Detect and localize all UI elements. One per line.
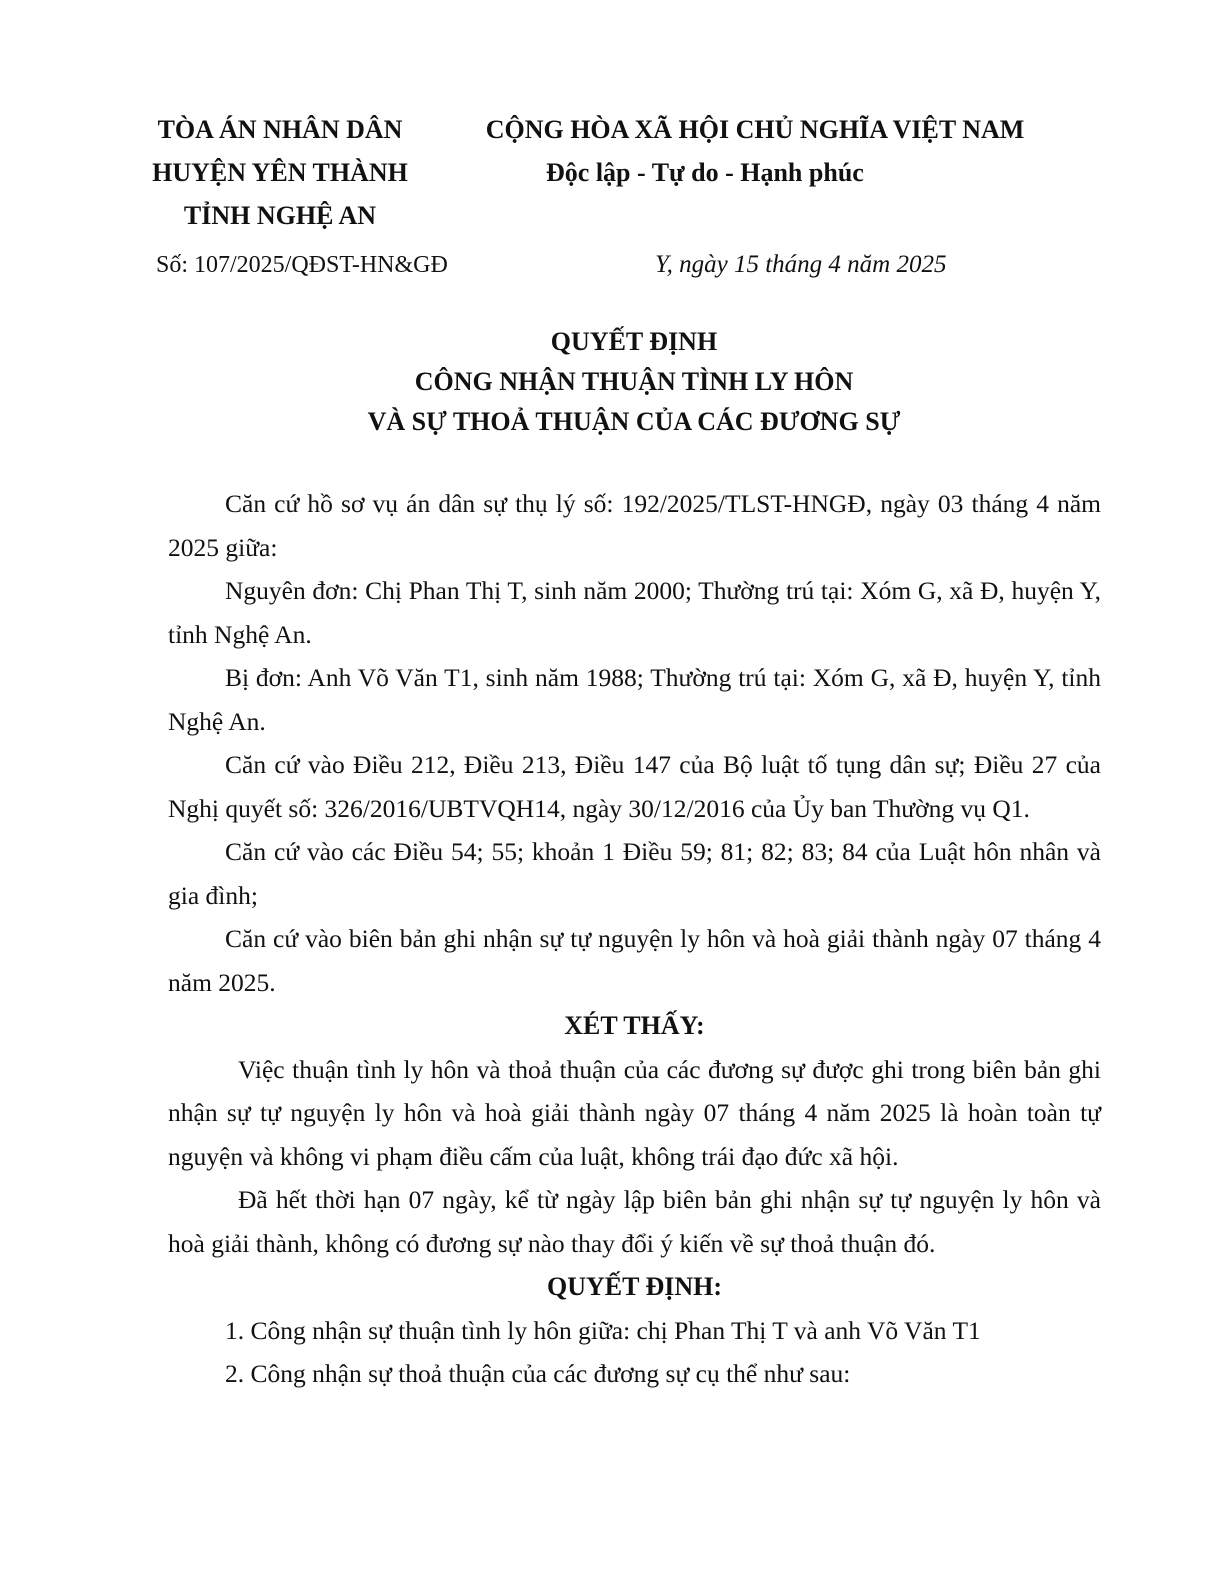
decision-date: Y, ngày 15 tháng 4 năm 2025 xyxy=(655,251,947,278)
paragraph-finding-voluntary: Việc thuận tình ly hôn và thoả thuận của các đương sự được ghi trong biên bản ghi nhận sự tự nguyện ly hôn và hoà giải thành ngày 07 tháng 4 năm 2025 là hoàn toàn tự nguyện và không vi phạm điều cấm của luật, không trái đạo đức xã hội. xyxy=(168,1054,1101,1171)
court-header xyxy=(120,108,440,237)
national-motto: Độc lập - Tự do - Hạnh phúc xyxy=(546,158,864,187)
document-body xyxy=(168,482,1101,1396)
paragraph-finding-deadline: Đã hết thời hạn 07 ngày, kể từ ngày lập biên bản ghi nhận sự tự nguyện ly hôn và hoà giải thành, không có đương sự nào thay đổi ý kiến về sự thoả thuận đó. xyxy=(168,1185,1101,1258)
decision-item-2: 2. Công nhận sự thoả thuận của các đương sự cụ thể như sau: xyxy=(225,1359,851,1388)
national-header xyxy=(440,108,1070,194)
paragraph-legal-basis: Căn cứ vào Điều 212, Điều 213, Điều 147 của Bộ luật tố tụng dân sự; Điều 27 của Nghị quyết số: 326/2016/UBTVQH14, ngày 30/12/2016 của Ủy ban Thường vụ Q1. xyxy=(168,750,1101,823)
court-name-line1: TÒA ÁN NHÂN DÂN xyxy=(157,115,403,144)
title-line3: VÀ SỰ THOẢ THUẬN CỦA CÁC ĐƯƠNG SỰ xyxy=(367,407,901,436)
heading-decision: QUYẾT ĐỊNH: xyxy=(546,1272,723,1301)
heading-findings: XÉT THẤY: xyxy=(564,1011,705,1040)
nation-name: CỘNG HÒA XÃ HỘI CHỦ NGHĨA VIỆT NAM xyxy=(485,115,1025,144)
paragraph-reconciliation-record: Căn cứ vào biên bản ghi nhận sự tự nguyện ly hôn và hoà giải thành ngày 07 tháng 4 năm 2025. xyxy=(168,924,1101,997)
paragraph-defendant: Bị đơn: Anh Võ Văn T1, sinh năm 1988; Thường trú tại: Xóm G, xã Đ, huyện Y, tỉnh Nghệ An. xyxy=(168,663,1101,736)
paragraph-family-law-basis: Căn cứ vào các Điều 54; 55; khoản 1 Điều 59; 81; 82; 83; 84 của Luật hôn nhân và gia đình; xyxy=(168,837,1101,910)
document-title xyxy=(120,322,1148,442)
court-name-line2: HUYỆN YÊN THÀNH xyxy=(152,158,408,187)
paragraph-plaintiff: Nguyên đơn: Chị Phan Thị T, sinh năm 2000; Thường trú tại: Xóm G, xã Đ, huyện Y, tỉnh Nghệ An. xyxy=(168,576,1101,649)
paragraph-case-basis: Căn cứ hồ sơ vụ án dân sự thụ lý số: 192/2025/TLST-HNGĐ, ngày 03 tháng 4 năm 2025 giữa: xyxy=(168,489,1101,562)
title-line2: CÔNG NHẬN THUẬN TÌNH LY HÔN xyxy=(414,367,854,396)
decision-number: Số: 107/2025/QĐST-HN&GĐ xyxy=(156,252,448,278)
decision-item-1: 1. Công nhận sự thuận tình ly hôn giữa: chị Phan Thị T và anh Võ Văn T1 xyxy=(225,1315,981,1345)
court-name-line3: TỈNH NGHỆ AN xyxy=(183,201,377,230)
title-line1: QUYẾT ĐỊNH xyxy=(550,327,718,356)
